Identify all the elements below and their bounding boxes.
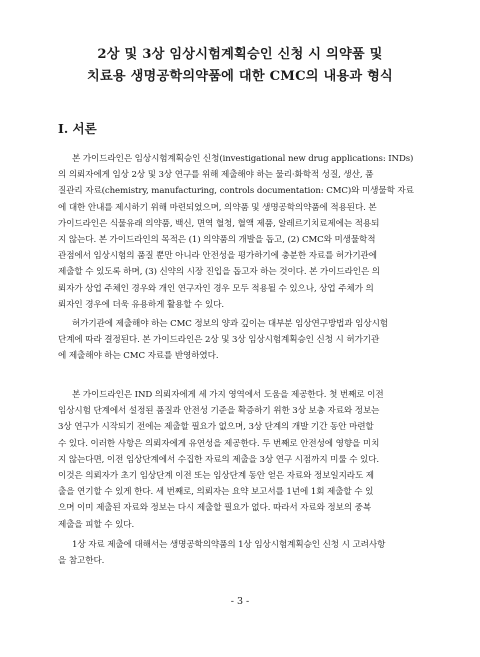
paragraph-line: 1상 자료 제출에 대해서는 생명공학의약품의 1상 임상시험계획승인 신청 시 고려사항	[72, 540, 386, 550]
paragraph-line: 지 않는다면, 이전 임상단계에서 수집한 자료의 제출을 3상 연구 시점까지 미룰 수 있다.	[58, 454, 380, 465]
paragraph-line: 제출을 피할 수 있다.	[58, 519, 135, 530]
section-heading: I. 서론	[58, 121, 97, 136]
paragraph-line: 허가기관에 제출해야 하는 CMC 정보의 양과 깊이는 대부분 임상연구방법과 임상시험	[72, 319, 388, 329]
paragraph-line: 가이드라인은 식물유래 의약품, 백신, 면역 혈청, 혈액 제품, 알레르기치료제에는 적용되	[58, 218, 380, 229]
paragraph-line: 이것은 의뢰자가 초기 임상단계 이전 또는 임상단계 동안 얻은 자료와 정보일지라도 제	[58, 471, 375, 482]
paragraph-line: 3상 연구가 시작되기 전에는 제출할 필요가 없으며, 3상 단계의 개발 기간 동안 마련할	[58, 422, 374, 433]
paragraph-line: 에 제출해야 하는 CMC 자료를 반영하였다.	[58, 351, 219, 362]
page-number: - 3 -	[230, 596, 250, 607]
paragraph-line: 수 있다. 이러한 사항은 의뢰자에게 유연성을 제공한다. 두 번째로 안전성에 영향을 미치	[58, 438, 380, 449]
paragraph-line: 제출할 수 있도록 하며, (3) 신약의 시장 진입을 돕고자 하는 것이다. 본 가이드라인은 의	[58, 267, 381, 278]
paragraph-three-areas	[58, 387, 426, 533]
paragraph-line: 으며 이미 제출된 자료와 정보는 다시 제출할 필요가 없다. 따라서 자료와 정보의 중복	[58, 503, 372, 514]
paragraph-line: 을 참고한다.	[58, 556, 105, 567]
paragraph-line: 뢰자인 경우에 더욱 유용하게 활용할 수 있다.	[58, 299, 225, 310]
document-title	[40, 44, 440, 88]
paragraph-line: 관점에서 임상시험의 품질 뿐만 아니라 안전성을 평가하기에 충분한 자료를 허가기관에	[58, 251, 377, 262]
paragraph-line: 에 대한 안내를 제시하기 위해 마련되었으며, 의약품 및 생명공학의약품에 적용된다. 본	[58, 202, 377, 213]
paragraph-line: 의 의뢰자에게 임상 2상 및 3상 연구를 위해 제출해야 하는 물리·화학적 성질, 생산, 품	[58, 170, 374, 181]
paragraph-line: 뢰자가 상업 주체인 경우와 개인 연구자인 경우 모두 적용될 수 있으나, 상업 주체가 의	[58, 283, 374, 294]
paragraph-line: 지 않는다. 본 가이드라인의 목적은 (1) 의약품의 개발을 돕고, (2) CMC와 미생물학적	[58, 235, 376, 246]
paragraph-line: 단계에 따라 결정된다. 본 가이드라인은 2상 및 3상 임상시험계획승인 신청 시 허가기관	[58, 335, 380, 346]
paragraph-line: 출을 연기할 수 있게 한다. 세 번째로, 의뢰자는 요약 보고서를 1년에 1회 제출할 수 있	[58, 487, 374, 498]
paragraph-line: 본 가이드라인은 IND 의뢰자에게 세 가지 영역에서 도움을 제공한다. 첫 번째로 이전	[72, 390, 384, 400]
paragraph-phase1-reference	[58, 537, 426, 569]
paragraph-line: 본 가이드라인은 임상시험계획승인 신청(investigational new drug applications: INDs)	[72, 154, 414, 164]
title-line-1: 2상 및 3상 임상시험계획승인 신청 시 의약품 및	[97, 47, 383, 62]
paragraph-cmc-scope	[58, 316, 426, 365]
paragraph-line: 임상시험 단계에서 설정된 품질과 안전성 기준을 확증하기 위한 3상 보충 자료와 정보는	[58, 406, 380, 417]
paragraph-line: 질관리 자료(chemistry, manufacturing, controls documentation: CMC)와 미생물학 자료	[58, 186, 414, 197]
paragraph-intro	[58, 151, 426, 313]
title-line-2: 치료용 생명공학의약품에 대한 CMC의 내용과 형식	[87, 69, 393, 84]
